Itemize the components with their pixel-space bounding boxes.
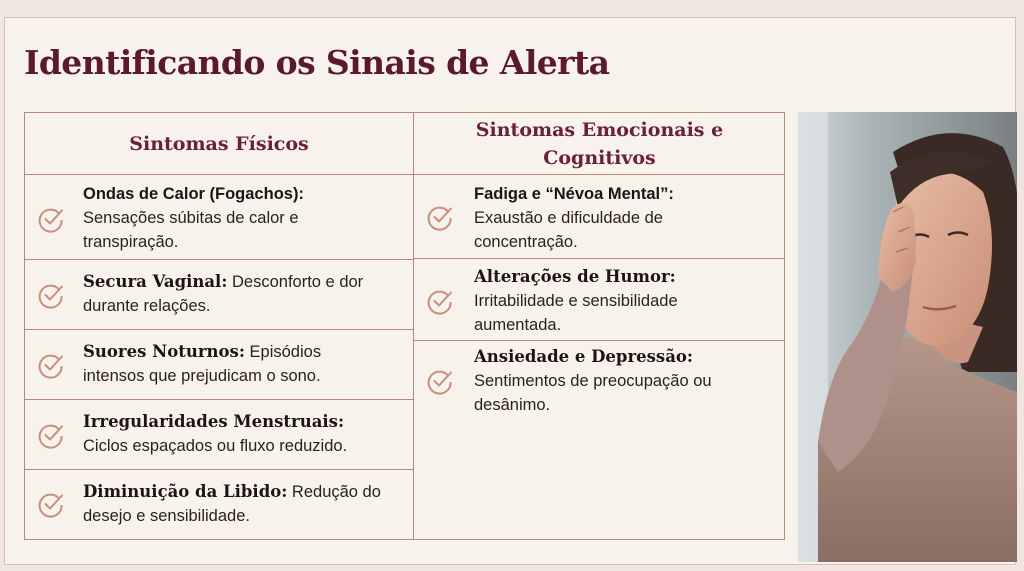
list-item <box>414 259 785 341</box>
physical-header-label: Sintomas Físicos <box>129 132 309 155</box>
item-desc: Episódios <box>244 343 322 361</box>
list-item <box>414 175 785 259</box>
item-term: Ansiedade e Depressão: <box>474 347 694 366</box>
list-item <box>25 400 413 470</box>
item-desc-cont: aumentada. <box>474 316 562 334</box>
item-term: Diminuição da Libido: <box>83 482 288 501</box>
item-desc-cont: durante relações. <box>83 297 211 315</box>
item-desc-cont: desânimo. <box>474 396 551 414</box>
check-circle-icon <box>37 205 65 233</box>
item-desc-cont: desejo e sensibilidade. <box>83 507 250 525</box>
woman-photo <box>798 112 1017 562</box>
emotional-header-line1: Sintomas Emocionais e <box>475 118 724 141</box>
item-term: Secura Vaginal: <box>83 272 228 291</box>
item-desc: Redução do <box>287 483 381 501</box>
item-desc: Sentimentos de preocupação ou <box>474 372 712 390</box>
check-circle-icon <box>426 203 454 231</box>
item-term: Irregularidades Menstruais: <box>83 412 345 431</box>
list-item <box>414 341 785 539</box>
item-desc-cont: intensos que prejudicam o sono. <box>83 367 321 385</box>
item-desc: Desconforto e dor <box>227 273 364 291</box>
item-desc: Sensações súbitas de calor e <box>83 209 299 227</box>
item-term: Ondas de Calor (Fogachos): <box>83 185 304 203</box>
item-term: Suores Noturnos: <box>83 342 245 361</box>
check-circle-icon <box>37 421 65 449</box>
item-term: Fadiga e “Névoa Mental”: <box>474 185 674 203</box>
item-desc: Ciclos espaçados ou fluxo reduzido. <box>83 437 348 455</box>
check-circle-icon <box>37 490 65 518</box>
item-desc: Irritabilidade e sensibilidade <box>474 292 678 310</box>
list-item <box>25 175 413 260</box>
emotional-header <box>414 113 785 175</box>
list-item <box>25 330 413 400</box>
emotional-header-line2: Cognitivos <box>543 146 656 169</box>
list-item <box>25 470 413 538</box>
check-circle-icon <box>37 351 65 379</box>
physical-header <box>25 113 413 175</box>
woman-holding-head-illustration <box>798 112 1017 562</box>
item-desc-cont: transpiração. <box>83 233 179 251</box>
page-title: Identificando os Sinais de Alerta <box>24 43 610 82</box>
emotional-symptoms-column <box>413 113 785 539</box>
symptoms-table <box>24 112 785 540</box>
check-circle-icon <box>37 281 65 309</box>
check-circle-icon <box>426 287 454 315</box>
item-term: Alterações de Humor: <box>474 267 676 286</box>
physical-symptoms-column <box>25 113 413 539</box>
item-desc: Exaustão e dificuldade de <box>474 209 663 227</box>
check-circle-icon <box>426 367 454 395</box>
item-desc-cont: concentração. <box>474 233 578 251</box>
list-item <box>25 260 413 330</box>
